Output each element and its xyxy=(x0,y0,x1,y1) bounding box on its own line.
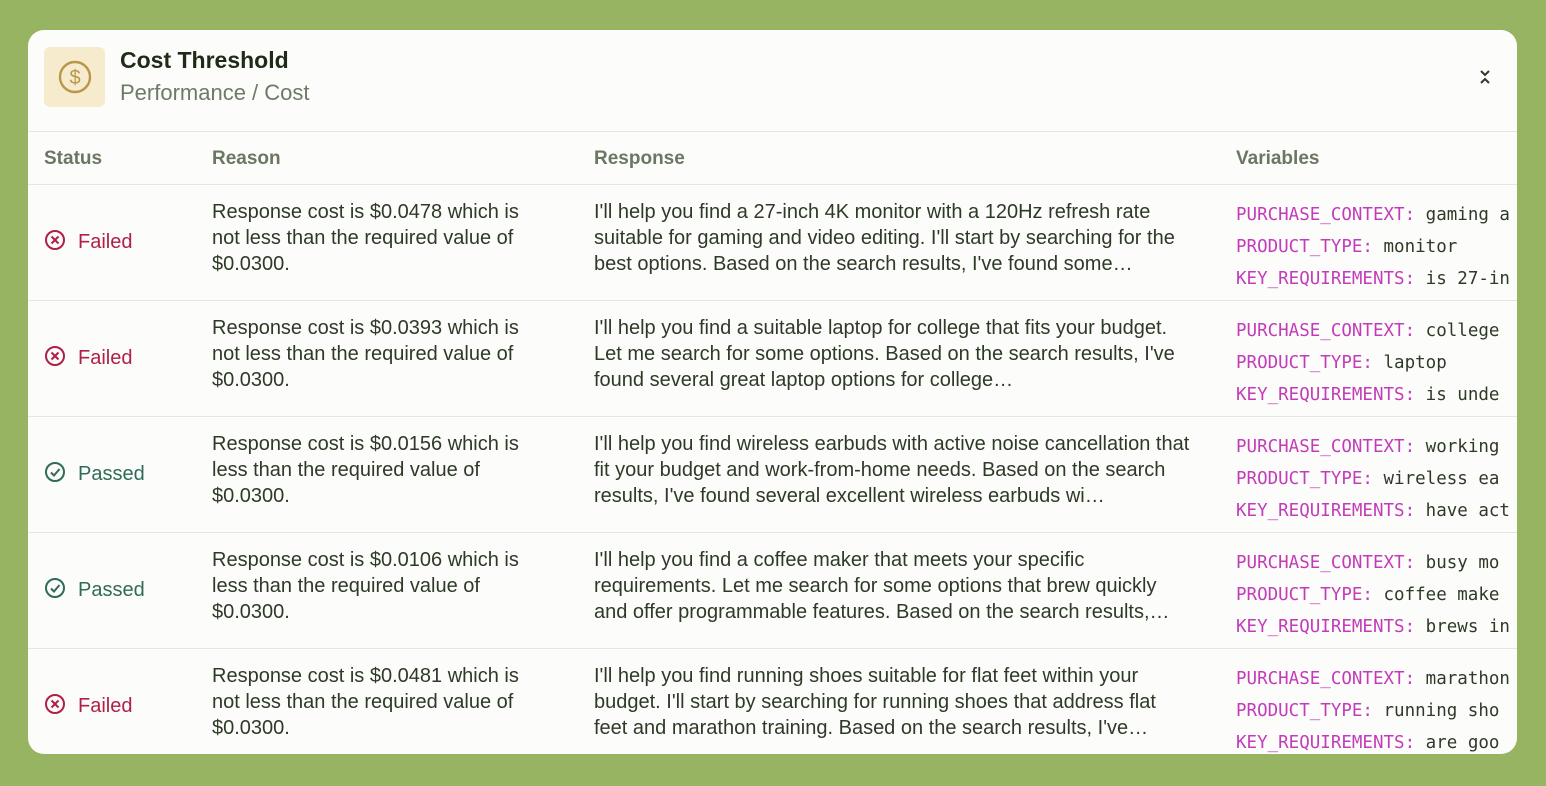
check-circle-icon xyxy=(44,577,66,605)
variable-line xyxy=(1236,431,1517,463)
status-label: Passed xyxy=(78,579,145,601)
variable-value: monitor xyxy=(1383,237,1458,257)
status-label: Failed xyxy=(78,347,133,369)
response-cell: I'll help you find a 27-inch 4K monitor with a 120Hz refresh rate suitable for gaming and video editing. I'll start by searching for the best options. Based on the search results, I've found some… xyxy=(594,201,1175,275)
status-label: Passed xyxy=(78,463,145,485)
variable-line xyxy=(1236,379,1517,411)
variables-cell xyxy=(1236,199,1517,295)
status-label: Failed xyxy=(78,231,133,253)
variable-key: PURCHASE_CONTEXT: xyxy=(1236,321,1416,341)
variable-value: college xyxy=(1425,321,1500,341)
variables-cell xyxy=(1236,431,1517,527)
x-circle-icon xyxy=(44,345,66,373)
variable-key: KEY_REQUIREMENTS: xyxy=(1236,501,1416,521)
variable-value: are goo xyxy=(1425,733,1500,753)
variables-cell xyxy=(1236,315,1517,411)
table-row[interactable] xyxy=(28,301,1517,417)
status-label: Failed xyxy=(78,695,133,717)
variable-value: marathon xyxy=(1425,669,1510,689)
x-circle-icon xyxy=(44,229,66,257)
table-row[interactable] xyxy=(28,533,1517,649)
check-circle-icon xyxy=(44,461,66,489)
variable-key: PURCHASE_CONTEXT: xyxy=(1236,669,1416,689)
variable-line xyxy=(1236,695,1517,727)
variable-line xyxy=(1236,463,1517,495)
table-row[interactable] xyxy=(28,185,1517,301)
status-badge xyxy=(44,533,145,648)
status-badge xyxy=(44,417,145,532)
variable-key: PURCHASE_CONTEXT: xyxy=(1236,437,1416,457)
variables-cell xyxy=(1236,547,1517,643)
variable-line xyxy=(1236,263,1517,295)
variable-key: KEY_REQUIREMENTS: xyxy=(1236,269,1416,289)
variable-value: gaming a xyxy=(1425,205,1510,225)
variable-value: coffee make xyxy=(1383,585,1500,605)
variable-value: laptop xyxy=(1383,353,1447,373)
variable-line xyxy=(1236,547,1517,579)
status-badge xyxy=(44,649,132,754)
response-cell: I'll help you find a suitable laptop for college that fits your budget. Let me search for some options. Based on the search results, I've found several great laptop options for college… xyxy=(594,317,1175,391)
variable-key: PRODUCT_TYPE: xyxy=(1236,469,1373,489)
svg-text:$: $ xyxy=(68,67,81,89)
variable-line xyxy=(1236,231,1517,263)
reason-cell: Response cost is $0.0481 which is not less than the required value of $0.0300. xyxy=(212,665,519,739)
variable-line xyxy=(1236,347,1517,379)
dollar-circle-icon xyxy=(44,47,105,107)
variable-value: is 27-in xyxy=(1425,269,1510,289)
panel-title: Cost Threshold xyxy=(120,47,289,73)
variable-value: have act xyxy=(1425,501,1510,521)
column-header-reason: Reason xyxy=(212,148,281,169)
variable-key: KEY_REQUIREMENTS: xyxy=(1236,617,1416,637)
column-header-response: Response xyxy=(594,148,685,169)
variable-line xyxy=(1236,727,1517,754)
variable-value: busy mo xyxy=(1425,553,1500,573)
variable-key: PURCHASE_CONTEXT: xyxy=(1236,553,1416,573)
variable-value: working xyxy=(1425,437,1500,457)
table-row[interactable] xyxy=(28,649,1517,754)
table-row[interactable] xyxy=(28,417,1517,533)
variable-line xyxy=(1236,579,1517,611)
table-header xyxy=(28,132,1517,185)
variable-value: wireless ea xyxy=(1383,469,1500,489)
column-header-status: Status xyxy=(44,148,103,169)
variable-key: PRODUCT_TYPE: xyxy=(1236,237,1373,257)
reason-cell: Response cost is $0.0106 which is less than the required value of $0.0300. xyxy=(212,549,519,623)
collapse-button[interactable] xyxy=(1475,66,1495,88)
response-cell: I'll help you find running shoes suitable for flat feet within your budget. I'll start by searching for running shoes that address flat feet and marathon training. Based on the search results, I've… xyxy=(594,665,1156,739)
panel-header xyxy=(28,30,1517,132)
variable-line xyxy=(1236,315,1517,347)
variable-key: PURCHASE_CONTEXT: xyxy=(1236,205,1416,225)
variable-line xyxy=(1236,663,1517,695)
chevrons-collapse-icon xyxy=(1478,68,1492,86)
x-circle-icon xyxy=(44,693,66,721)
variable-value: running sho xyxy=(1383,701,1500,721)
variable-key: PRODUCT_TYPE: xyxy=(1236,701,1373,721)
status-badge xyxy=(44,185,132,300)
variable-key: KEY_REQUIREMENTS: xyxy=(1236,733,1416,753)
variables-cell xyxy=(1236,663,1517,754)
cost-threshold-panel xyxy=(28,30,1517,754)
variable-value: brews in xyxy=(1425,617,1510,637)
reason-cell: Response cost is $0.0393 which is not less than the required value of $0.0300. xyxy=(212,317,519,391)
variable-line xyxy=(1236,495,1517,527)
status-badge xyxy=(44,301,132,416)
variable-key: PRODUCT_TYPE: xyxy=(1236,585,1373,605)
panel-subtitle: Performance / Cost xyxy=(120,80,310,105)
reason-cell: Response cost is $0.0478 which is not less than the required value of $0.0300. xyxy=(212,201,519,275)
variable-key: KEY_REQUIREMENTS: xyxy=(1236,385,1416,405)
column-header-variables: Variables xyxy=(1236,148,1320,169)
variable-line xyxy=(1236,199,1517,231)
variable-value: is unde xyxy=(1425,385,1500,405)
variable-key: PRODUCT_TYPE: xyxy=(1236,353,1373,373)
response-cell: I'll help you find wireless earbuds with active noise cancellation that fit your budget and work-from-home needs. Based on the search results, I've found several excellent wireless earbuds wi… xyxy=(594,433,1190,507)
variable-line xyxy=(1236,611,1517,643)
reason-cell: Response cost is $0.0156 which is less than the required value of $0.0300. xyxy=(212,433,519,507)
response-cell: I'll help you find a coffee maker that meets your specific requirements. Let me search for some options that brew quickly and offer programmable features. Based on the search results,… xyxy=(594,549,1170,623)
